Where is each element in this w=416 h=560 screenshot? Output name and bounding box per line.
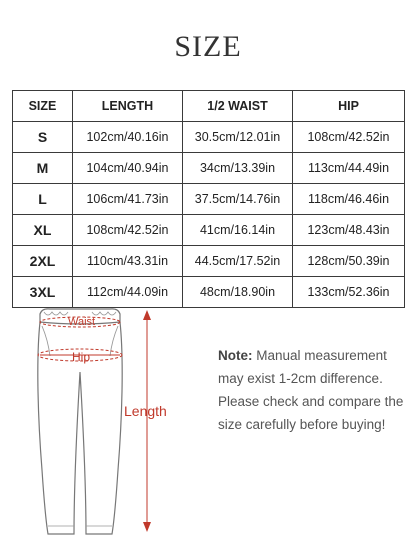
hip-cell: 113cm/44.49in bbox=[293, 153, 405, 184]
table-header-row bbox=[13, 91, 405, 122]
length-cell: 112cm/44.09in bbox=[73, 277, 183, 308]
hip-cell: 118cm/46.46in bbox=[293, 184, 405, 215]
hip-cell: 123cm/48.43in bbox=[293, 215, 405, 246]
waist-label: Waist bbox=[68, 316, 96, 328]
measurement-note bbox=[218, 344, 408, 436]
waist-cell: 41cm/16.14in bbox=[183, 215, 293, 246]
note-text: Manual measurement may exist 1-2cm difference. Please check and compare the size carefully before buying! bbox=[218, 348, 404, 432]
table-row bbox=[13, 246, 405, 277]
size-cell: L bbox=[13, 184, 73, 215]
waist-cell: 48cm/18.90in bbox=[183, 277, 293, 308]
length-cell: 108cm/42.52in bbox=[73, 215, 183, 246]
waist-cell: 30.5cm/12.01in bbox=[183, 122, 293, 153]
pants-diagram bbox=[0, 300, 210, 555]
table-row bbox=[13, 184, 405, 215]
table-row bbox=[13, 215, 405, 246]
header-hip: HIP bbox=[293, 91, 405, 122]
header-size: SIZE bbox=[13, 91, 73, 122]
hip-cell: 108cm/42.52in bbox=[293, 122, 405, 153]
size-cell: M bbox=[13, 153, 73, 184]
hip-label: Hip bbox=[72, 350, 91, 364]
length-cell: 102cm/40.16in bbox=[73, 122, 183, 153]
header-half-waist: 1/2 WAIST bbox=[183, 91, 293, 122]
size-cell: 3XL bbox=[13, 277, 73, 308]
length-cell: 110cm/43.31in bbox=[73, 246, 183, 277]
table-row bbox=[13, 153, 405, 184]
size-cell: XL bbox=[13, 215, 73, 246]
length-label: Length bbox=[124, 403, 167, 419]
waist-cell: 44.5cm/17.52in bbox=[183, 246, 293, 277]
hip-cell: 133cm/52.36in bbox=[293, 277, 405, 308]
note-heading: Note: bbox=[218, 348, 253, 363]
size-cell: S bbox=[13, 122, 73, 153]
size-cell: 2XL bbox=[13, 246, 73, 277]
length-cell: 106cm/41.73in bbox=[73, 184, 183, 215]
length-cell: 104cm/40.94in bbox=[73, 153, 183, 184]
waist-cell: 34cm/13.39in bbox=[183, 153, 293, 184]
waist-cell: 37.5cm/14.76in bbox=[183, 184, 293, 215]
pants-illustration bbox=[0, 300, 210, 555]
page-title: SIZE bbox=[174, 30, 242, 63]
table-row bbox=[13, 122, 405, 153]
header-length: LENGTH bbox=[73, 91, 183, 122]
hip-cell: 128cm/50.39in bbox=[293, 246, 405, 277]
size-chart-table bbox=[12, 90, 405, 308]
